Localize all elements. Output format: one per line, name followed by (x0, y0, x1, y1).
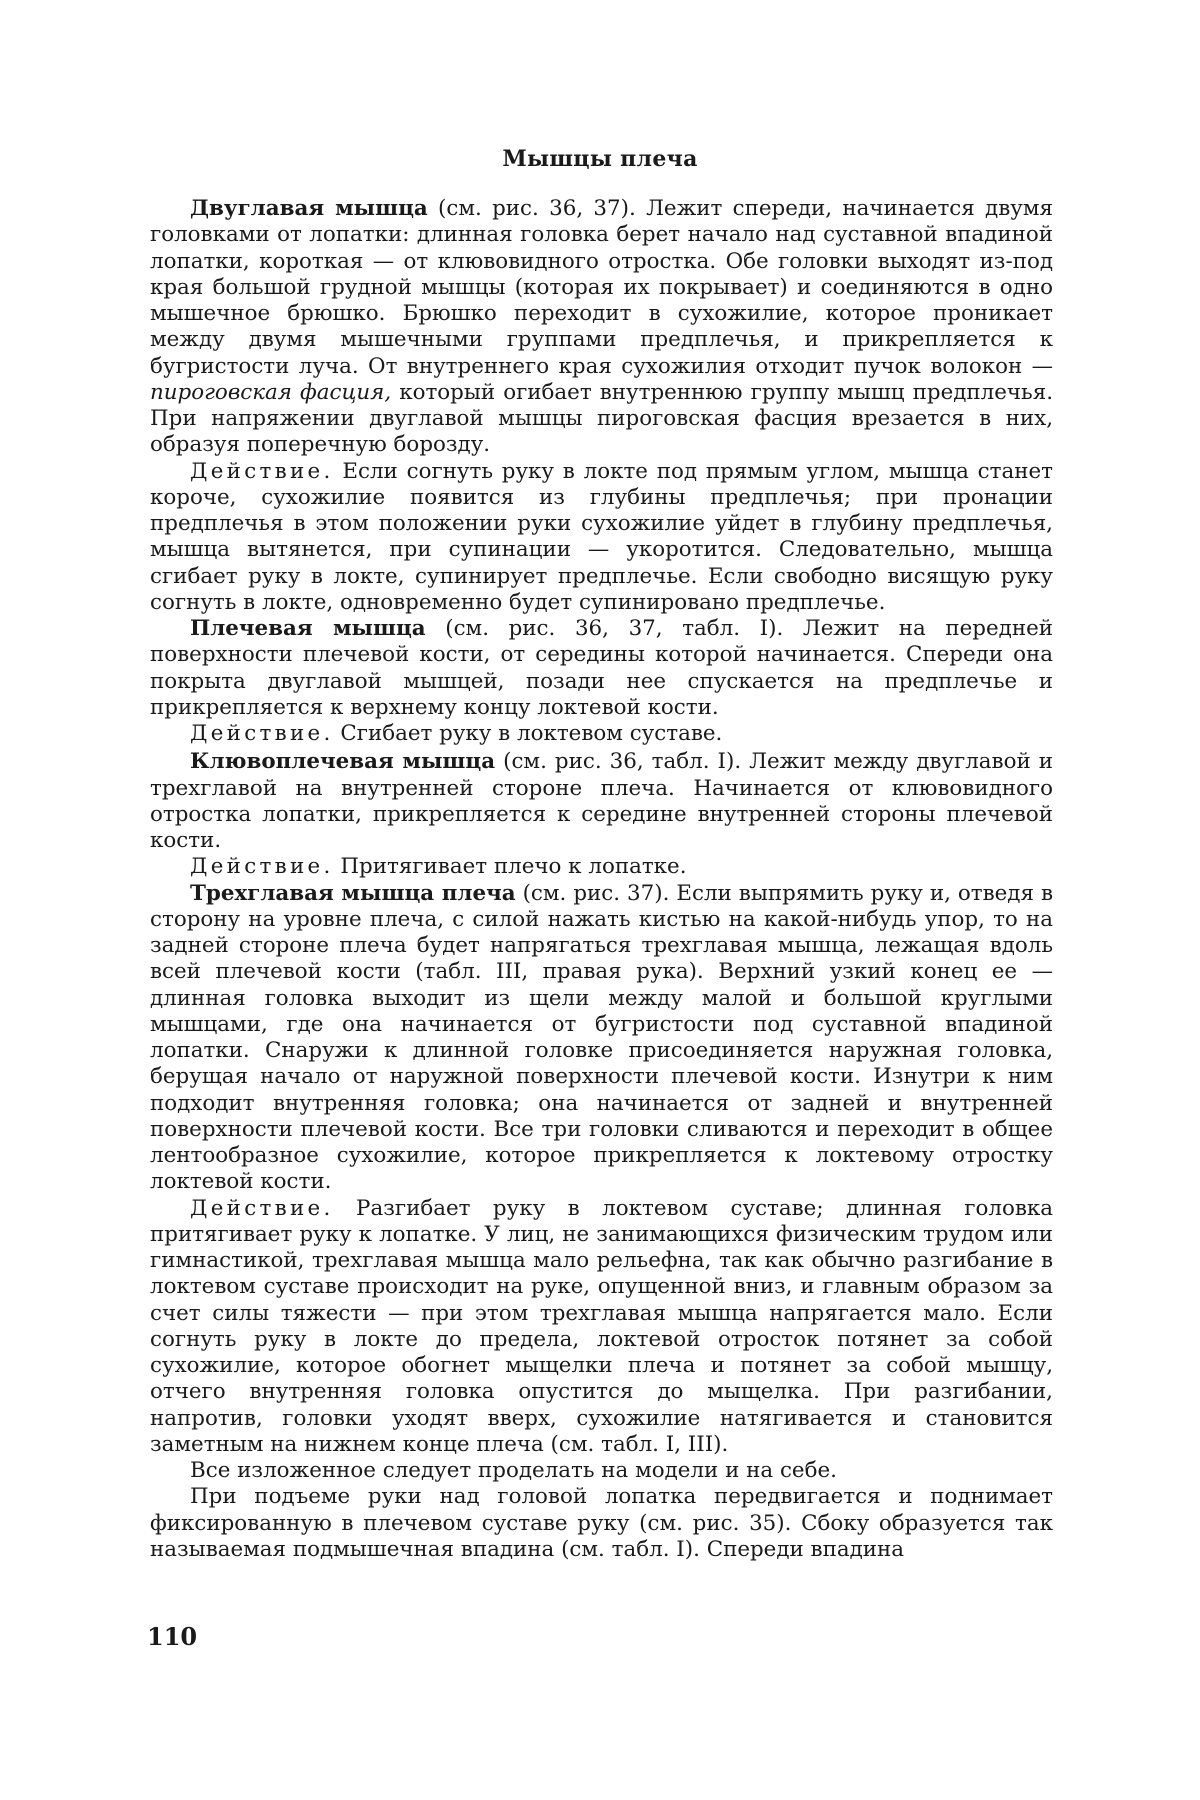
paragraph-text: (см. рис. 36, 37, табл. I). Лежит на передней поверхности плечевой кости, от середины которой начинается. Спереди она покрыта двуглавой мышцей, позади нее спускается на предплечье и прикрепляется к верхнему концу локтевой кости. (150, 616, 1053, 720)
action-label: Действие. (190, 721, 334, 746)
paragraph-text: При подъеме руки над головой лопатка передвигается и поднимает фиксированную в плечевом суставе руку (см. рис. 35). Сбоку образуется так называемая подмышечная впадина (см. табл. I). Спереди впадина (150, 1484, 1053, 1562)
paragraph-action (150, 459, 1053, 617)
paragraph-biceps (150, 196, 1053, 459)
paragraph-text: Притягивает плечо к лопатке. (333, 854, 687, 880)
action-label: Действие. (190, 458, 334, 484)
paragraph-note (150, 1458, 1053, 1484)
term-triceps: Трехглавая мышца плеча (190, 880, 516, 906)
paragraph-action (150, 1196, 1053, 1459)
paragraph-text: Разгибает руку в локтевом суставе; длинная головка притягивает руку к лопатке. У лиц, не занимающихся физическим трудом или гимнастикой, трехглавая мышца мало рельефна, так как обычно разгибание в локтевом суставе происходит на руке, опущенной вниз, и главным образом за счет силы тяжести — при этом трехглавая мышца напрягается мало. Если согнуть руку в локте до предела, локтевой отросток потянет за собой сухожилие, которое обогнет мыщелки плеча и потянет за собой мышцу, отчего внутренняя головка опустится до мыщелка. При разгибании, напротив, головки уходят вверх, сухожилие натягивается и становится заметным на нижнем конце плеча (см. табл. I, III). (150, 1195, 1053, 1457)
page-number: 110 (147, 1622, 198, 1651)
paragraph-text: который огибает внутреннюю группу мышц предплечья. При напряжении двуглавой мышцы пироговская фасция врезается в них, образуя поперечную борозду. (150, 379, 1053, 458)
paragraph-text: (см. рис. 36, 37). Лежит спереди, начинается двумя головками от лопатки: длинная головка берет начало над суставной впадиной лопатки, короткая — от клювовидного отростка. Обе головки выходят из-под края большой грудной мышцы (которая их покрывает) и соединяются в одно мышечное брюшко. Брюшко переходит в сухожилие, которое проникает между двумя мышечными группами предплечья, и прикрепляется к бугристости луча. От внутреннего края сухожилия отходит пучок волокон — (150, 196, 1053, 379)
paragraph-shoulder-raise (150, 1484, 1053, 1563)
paragraph-text: Все изложенное следует проделать на модели и на себе. (190, 1458, 837, 1483)
paragraph-coracobrachialis (150, 749, 1053, 854)
action-label: Действие. (190, 854, 334, 880)
body-text (150, 196, 1053, 1563)
paragraph-action (150, 854, 1053, 880)
action-label: Действие. (190, 1195, 334, 1221)
paragraph-text: (см. рис. 37). Если выпрямить руку и, отведя в сторону на уровне плеча, с силой нажать кистью на какой-нибудь упор, то на задней стороне плеча будет напрягаться трехглавая мышца, лежащая вдоль всей плечевой кости (табл. III, правая рука). Верхний узкий конец ее — длинная головка выходит из щели между малой и большой круглыми мышцами, где она начинается от бугристости под суставной впадиной лопатки. Снаружи к длинной головке присоединяется наружная головка, берущая начало от наружной поверхности плечевой кости. Изнутри к ним подходит внутренняя головка; она начинается от задней и внутренней поверхности плечевой кости. Все три головки сливаются и переходит в общее лентообразное сухожилие, которое прикрепляется к локтевому отростку локтевой кости. (150, 880, 1053, 1195)
term-coracobrachialis: Клювоплечевая мышца (190, 749, 496, 775)
paragraph-brachialis (150, 616, 1053, 721)
paragraph-triceps (150, 881, 1053, 1196)
paragraph-action (150, 721, 1053, 747)
term-pirogov-fascia: пироговская фасция, (150, 379, 392, 405)
paragraph-text: Если согнуть руку в локте под прямым углом, мышца станет короче, сухожилие появится из глубины предплечья; при пронации предплечья в этом положении руки сухожилие уйдет в глубину предплечья, мышца вытянется, при супинации — укоротится. Следовательно, мышца сгибает руку в локте, супинирует предплечье. Если свободно висящую руку согнуть в локте, одновременно будет супинировано предплечье. (150, 458, 1053, 615)
paragraph-text: (см. рис. 36, табл. I). Лежит между двуглавой и трехглавой на внутренней стороне плеча. Начинается от клювовидного отростка лопатки, прикрепляется к середине внутренней стороны плечевой кости. (150, 749, 1053, 853)
paragraph-text: Сгибает руку в локтевом суставе. (333, 721, 723, 746)
term-brachialis: Плечевая мышца (190, 616, 426, 641)
section-heading: Мышцы плеча (502, 146, 698, 172)
term-biceps: Двуглавая мышца (190, 196, 428, 221)
